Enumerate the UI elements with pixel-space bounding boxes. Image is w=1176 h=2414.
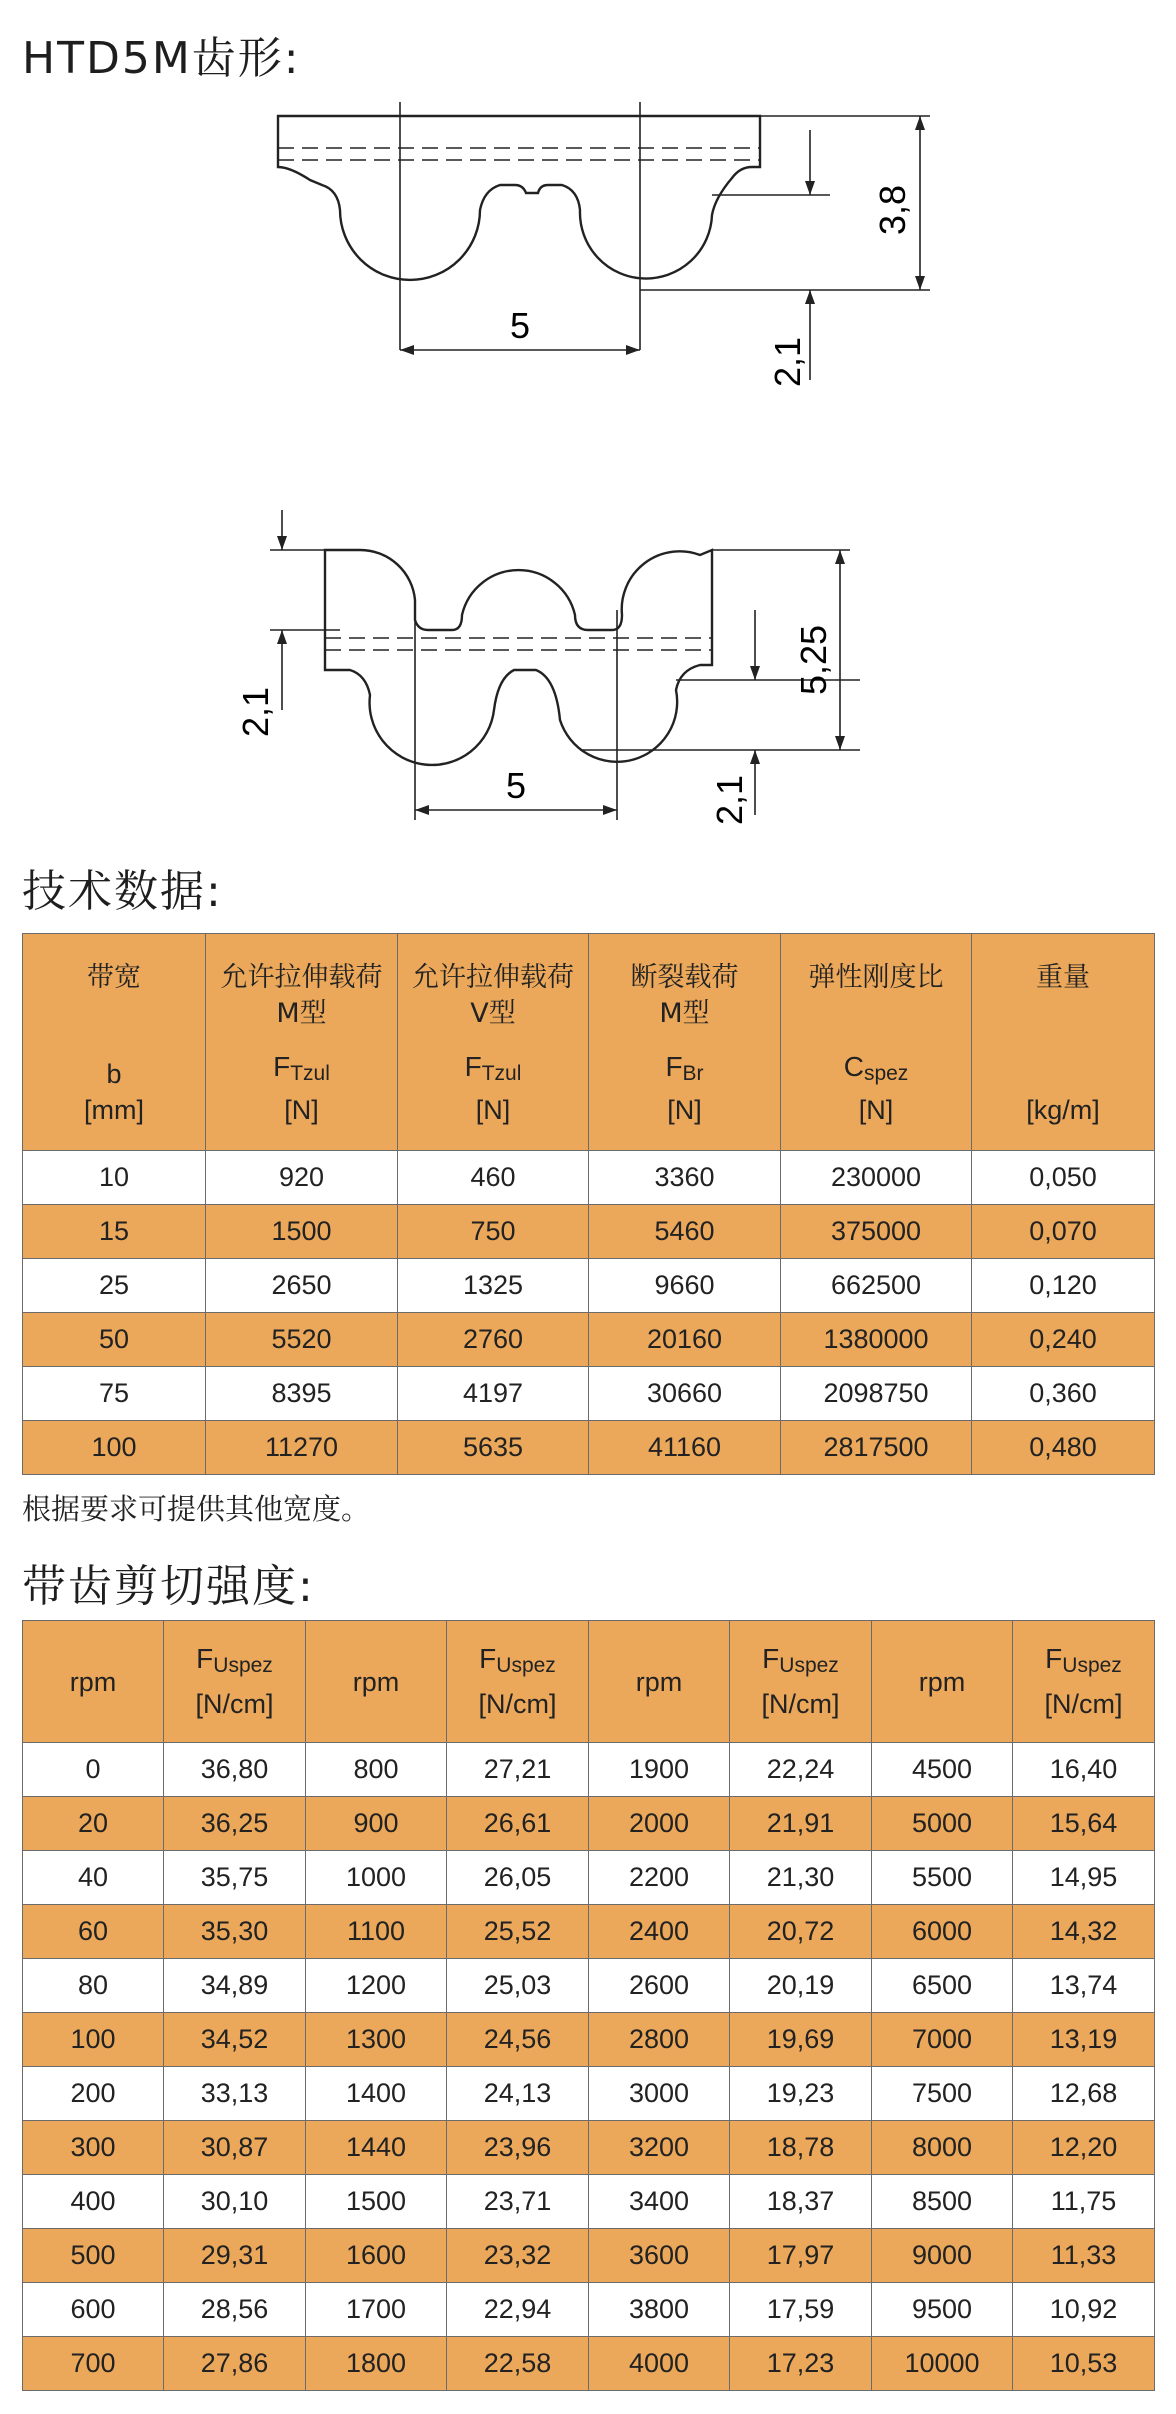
header-label: 带宽 <box>87 962 141 993</box>
table-cell: 35,30 <box>164 1905 306 1959</box>
table-cell: 60 <box>23 1905 164 1959</box>
table-cell: 100 <box>23 1421 206 1475</box>
table-cell: 26,05 <box>447 1851 589 1905</box>
table-cell: 5520 <box>206 1313 398 1367</box>
table-cell: 14,95 <box>1013 1851 1155 1905</box>
table-row <box>23 1743 1155 1797</box>
table-row <box>23 2229 1155 2283</box>
table-cell: 34,52 <box>164 2013 306 2067</box>
dim2-total-height-label: 5,25 <box>793 624 834 696</box>
table-cell: 0,050 <box>972 1151 1155 1205</box>
table-cell: 3600 <box>589 2229 730 2283</box>
table-cell: 3200 <box>589 2121 730 2175</box>
tech-data-title: 技术数据: <box>22 866 223 917</box>
table-cell: 400 <box>23 2175 164 2229</box>
table-cell: 1325 <box>398 1259 589 1313</box>
table-cell: 17,23 <box>730 2337 872 2391</box>
table-cell: 23,96 <box>447 2121 589 2175</box>
table-cell: 6500 <box>872 1959 1013 2013</box>
table-cell: 0,070 <box>972 1205 1155 1259</box>
header-label: 允许拉伸载荷 V型 <box>412 962 574 1029</box>
header-shear-force <box>164 1621 306 1743</box>
table-cell: 16,40 <box>1013 1743 1155 1797</box>
header-weight <box>972 934 1155 1151</box>
table-cell: 2800 <box>589 2013 730 2067</box>
table-cell: 2760 <box>398 1313 589 1367</box>
table-cell: 3800 <box>589 2283 730 2337</box>
table-cell: 22,24 <box>730 1743 872 1797</box>
header-symbol: C <box>843 1051 864 1082</box>
table-cell: 17,97 <box>730 2229 872 2283</box>
header-rpm <box>872 1621 1013 1743</box>
table-cell: 1440 <box>306 2121 447 2175</box>
table-header-row <box>23 1621 1155 1743</box>
header-unit: [mm] <box>84 1095 144 1125</box>
table-cell: 2400 <box>589 1905 730 1959</box>
header-subscript: Tzul <box>290 1062 330 1085</box>
table-cell: 30660 <box>589 1367 781 1421</box>
width-note: 根据要求可提供其他宽度。 <box>22 1492 371 1526</box>
table-cell: 25,52 <box>447 1905 589 1959</box>
table-cell: 26,61 <box>447 1797 589 1851</box>
dim2-tooth-top-label: 2,1 <box>235 686 276 738</box>
header-subscript: Uspez <box>779 1654 839 1677</box>
dim-total-height-label: 3,8 <box>872 184 913 236</box>
table-cell: 40 <box>23 1851 164 1905</box>
header-label: rpm <box>69 1666 117 1697</box>
table-cell: 28,56 <box>164 2283 306 2337</box>
table-cell: 1000 <box>306 1851 447 1905</box>
header-unit: [N/cm] <box>195 1689 274 1719</box>
header-subscript: Tzul <box>481 1062 522 1085</box>
header-label: 弹性刚度比 <box>808 962 944 993</box>
table-cell: 3400 <box>589 2175 730 2229</box>
table-cell: 15,64 <box>1013 1797 1155 1851</box>
header-rpm <box>306 1621 447 1743</box>
table-cell: 21,91 <box>730 1797 872 1851</box>
table-cell: 11,75 <box>1013 2175 1155 2229</box>
table-row <box>23 2013 1155 2067</box>
table-row <box>23 1421 1155 1475</box>
header-unit: [N] <box>475 1095 511 1125</box>
header-tensile-v <box>398 934 589 1151</box>
header-symbol: F <box>1045 1643 1063 1674</box>
table-cell: 25 <box>23 1259 206 1313</box>
table-cell: 10000 <box>872 2337 1013 2391</box>
table-cell: 13,19 <box>1013 2013 1155 2067</box>
header-subscript: spez <box>863 1062 909 1085</box>
table-cell: 20,19 <box>730 1959 872 2013</box>
header-shear-force <box>447 1621 589 1743</box>
table-cell: 27,86 <box>164 2337 306 2391</box>
table-cell: 36,25 <box>164 1797 306 1851</box>
table-cell: 14,32 <box>1013 1905 1155 1959</box>
table-cell: 18,78 <box>730 2121 872 2175</box>
table-cell: 1400 <box>306 2067 447 2121</box>
table-cell: 7500 <box>872 2067 1013 2121</box>
table-cell: 29,31 <box>164 2229 306 2283</box>
table-cell: 9500 <box>872 2283 1013 2337</box>
table-cell: 19,69 <box>730 2013 872 2067</box>
table-cell: 600 <box>23 2283 164 2337</box>
table-row <box>23 2121 1155 2175</box>
header-shear-force <box>1013 1621 1155 1743</box>
table-cell: 2000 <box>589 1797 730 1851</box>
table-cell: 1800 <box>306 2337 447 2391</box>
table-row <box>23 1905 1155 1959</box>
header-label: 允许拉伸载荷 M型 <box>220 962 383 1029</box>
header-stiffness <box>781 934 972 1151</box>
table-cell: 2200 <box>589 1851 730 1905</box>
table-cell: 13,74 <box>1013 1959 1155 2013</box>
table-cell: 5000 <box>872 1797 1013 1851</box>
header-rpm <box>589 1621 730 1743</box>
table-cell: 3000 <box>589 2067 730 2121</box>
table-cell: 7000 <box>872 2013 1013 2067</box>
table-cell: 75 <box>23 1367 206 1421</box>
table-cell: 8000 <box>872 2121 1013 2175</box>
table-row <box>23 2067 1155 2121</box>
header-subscript: Br <box>682 1062 704 1085</box>
header-shear-force <box>730 1621 872 1743</box>
header-symbol: F <box>464 1051 482 1082</box>
header-subscript: Uspez <box>496 1654 556 1677</box>
table-cell: 12,20 <box>1013 2121 1155 2175</box>
table-cell: 5460 <box>589 1205 781 1259</box>
table-cell: 19,23 <box>730 2067 872 2121</box>
table-row <box>23 1151 1155 1205</box>
table-cell: 8500 <box>872 2175 1013 2229</box>
tech-data-table <box>22 933 1155 1475</box>
table-cell: 25,03 <box>447 1959 589 2013</box>
table-cell: 27,21 <box>447 1743 589 1797</box>
table-cell: 0,120 <box>972 1259 1155 1313</box>
table-cell: 4000 <box>589 2337 730 2391</box>
header-breaking-load <box>589 934 781 1151</box>
table-cell: 36,80 <box>164 1743 306 1797</box>
table-cell: 18,37 <box>730 2175 872 2229</box>
table-cell: 2817500 <box>781 1421 972 1475</box>
table-row <box>23 1367 1155 1421</box>
header-symbol: F <box>479 1643 497 1674</box>
table-cell: 30,87 <box>164 2121 306 2175</box>
header-width <box>23 934 206 1151</box>
table-cell: 230000 <box>781 1151 972 1205</box>
table-cell: 460 <box>398 1151 589 1205</box>
header-unit: [N/cm] <box>1044 1689 1123 1719</box>
belt-profile-drawing-double <box>0 480 1176 840</box>
header-symbol: F <box>196 1643 214 1674</box>
table-cell: 23,71 <box>447 2175 589 2229</box>
table-cell: 5635 <box>398 1421 589 1475</box>
table-cell: 24,13 <box>447 2067 589 2121</box>
profile-title: HTD5M齿形: <box>22 33 301 84</box>
table-cell: 1500 <box>306 2175 447 2229</box>
table-cell: 750 <box>398 1205 589 1259</box>
table-row <box>23 1959 1155 2013</box>
table-row <box>23 2337 1155 2391</box>
table-cell: 8395 <box>206 1367 398 1421</box>
shear-strength-table <box>22 1620 1155 2391</box>
table-cell: 100 <box>23 2013 164 2067</box>
table-cell: 2098750 <box>781 1367 972 1421</box>
table-cell: 1300 <box>306 2013 447 2067</box>
dim-pitch-label: 5 <box>509 305 531 346</box>
header-symbol: b <box>106 1059 122 1089</box>
table-cell: 24,56 <box>447 2013 589 2067</box>
table-cell: 11270 <box>206 1421 398 1475</box>
belt-profile-drawing-single <box>0 90 1176 410</box>
dim-tooth-height-label: 2,1 <box>767 336 808 388</box>
header-symbol: F <box>273 1051 291 1082</box>
table-cell: 300 <box>23 2121 164 2175</box>
table-cell: 1900 <box>589 1743 730 1797</box>
table-cell: 23,32 <box>447 2229 589 2283</box>
header-unit: [N] <box>858 1095 894 1125</box>
table-cell: 9660 <box>589 1259 781 1313</box>
table-cell: 50 <box>23 1313 206 1367</box>
table-cell: 10,92 <box>1013 2283 1155 2337</box>
header-subscript: Uspez <box>1062 1654 1122 1677</box>
table-cell: 15 <box>23 1205 206 1259</box>
table-cell: 500 <box>23 2229 164 2283</box>
table-cell: 800 <box>306 1743 447 1797</box>
table-cell: 1600 <box>306 2229 447 2283</box>
table-row <box>23 1259 1155 1313</box>
header-unit: [N] <box>284 1095 319 1125</box>
header-rpm <box>23 1621 164 1743</box>
header-symbol: F <box>665 1051 683 1082</box>
header-symbol: F <box>762 1643 780 1674</box>
header-unit: [N] <box>667 1095 702 1125</box>
table-cell: 21,30 <box>730 1851 872 1905</box>
table-cell: 4197 <box>398 1367 589 1421</box>
table-row <box>23 1313 1155 1367</box>
dim2-pitch-label: 5 <box>505 765 527 806</box>
table-cell: 0,240 <box>972 1313 1155 1367</box>
table-row <box>23 1205 1155 1259</box>
table-row <box>23 2175 1155 2229</box>
header-unit: [N/cm] <box>478 1689 557 1719</box>
table-cell: 5500 <box>872 1851 1013 1905</box>
header-label: rpm <box>635 1666 683 1697</box>
header-unit: [N/cm] <box>761 1689 840 1719</box>
table-cell: 700 <box>23 2337 164 2391</box>
header-label: 断裂载荷 M型 <box>630 962 739 1029</box>
table-cell: 2650 <box>206 1259 398 1313</box>
table-cell: 22,94 <box>447 2283 589 2337</box>
table-cell: 20 <box>23 1797 164 1851</box>
table-row <box>23 2283 1155 2337</box>
table-cell: 3360 <box>589 1151 781 1205</box>
table-cell: 662500 <box>781 1259 972 1313</box>
header-label: 重量 <box>1036 962 1090 993</box>
table-cell: 34,89 <box>164 1959 306 2013</box>
table-cell: 1100 <box>306 1905 447 1959</box>
table-cell: 2600 <box>589 1959 730 2013</box>
header-unit: [kg/m] <box>1026 1095 1100 1125</box>
header-label: rpm <box>352 1666 400 1697</box>
table-cell: 375000 <box>781 1205 972 1259</box>
table-cell: 900 <box>306 1797 447 1851</box>
table-cell: 0 <box>23 1743 164 1797</box>
table-cell: 11,33 <box>1013 2229 1155 2283</box>
table-cell: 80 <box>23 1959 164 2013</box>
table-cell: 920 <box>206 1151 398 1205</box>
table-cell: 1200 <box>306 1959 447 2013</box>
table-cell: 9000 <box>872 2229 1013 2283</box>
table-cell: 30,10 <box>164 2175 306 2229</box>
table-cell: 35,75 <box>164 1851 306 1905</box>
table-row <box>23 1851 1155 1905</box>
table-cell: 33,13 <box>164 2067 306 2121</box>
table-row <box>23 1797 1155 1851</box>
table-cell: 22,58 <box>447 2337 589 2391</box>
table-cell: 12,68 <box>1013 2067 1155 2121</box>
table-cell: 10,53 <box>1013 2337 1155 2391</box>
table-cell: 0,480 <box>972 1421 1155 1475</box>
table-cell: 1700 <box>306 2283 447 2337</box>
header-subscript: Uspez <box>213 1654 273 1677</box>
table-cell: 1500 <box>206 1205 398 1259</box>
table-cell: 200 <box>23 2067 164 2121</box>
dim2-tooth-bottom-label: 2,1 <box>709 774 750 826</box>
table-cell: 4500 <box>872 1743 1013 1797</box>
table-cell: 10 <box>23 1151 206 1205</box>
table-cell: 6000 <box>872 1905 1013 1959</box>
header-tensile-m <box>206 934 398 1151</box>
table-cell: 17,59 <box>730 2283 872 2337</box>
header-label: rpm <box>918 1666 966 1697</box>
table-cell: 0,360 <box>972 1367 1155 1421</box>
table-cell: 20,72 <box>730 1905 872 1959</box>
table-cell: 1380000 <box>781 1313 972 1367</box>
shear-strength-title: 带齿剪切强度: <box>22 1561 315 1612</box>
table-cell: 20160 <box>589 1313 781 1367</box>
table-cell: 41160 <box>589 1421 781 1475</box>
